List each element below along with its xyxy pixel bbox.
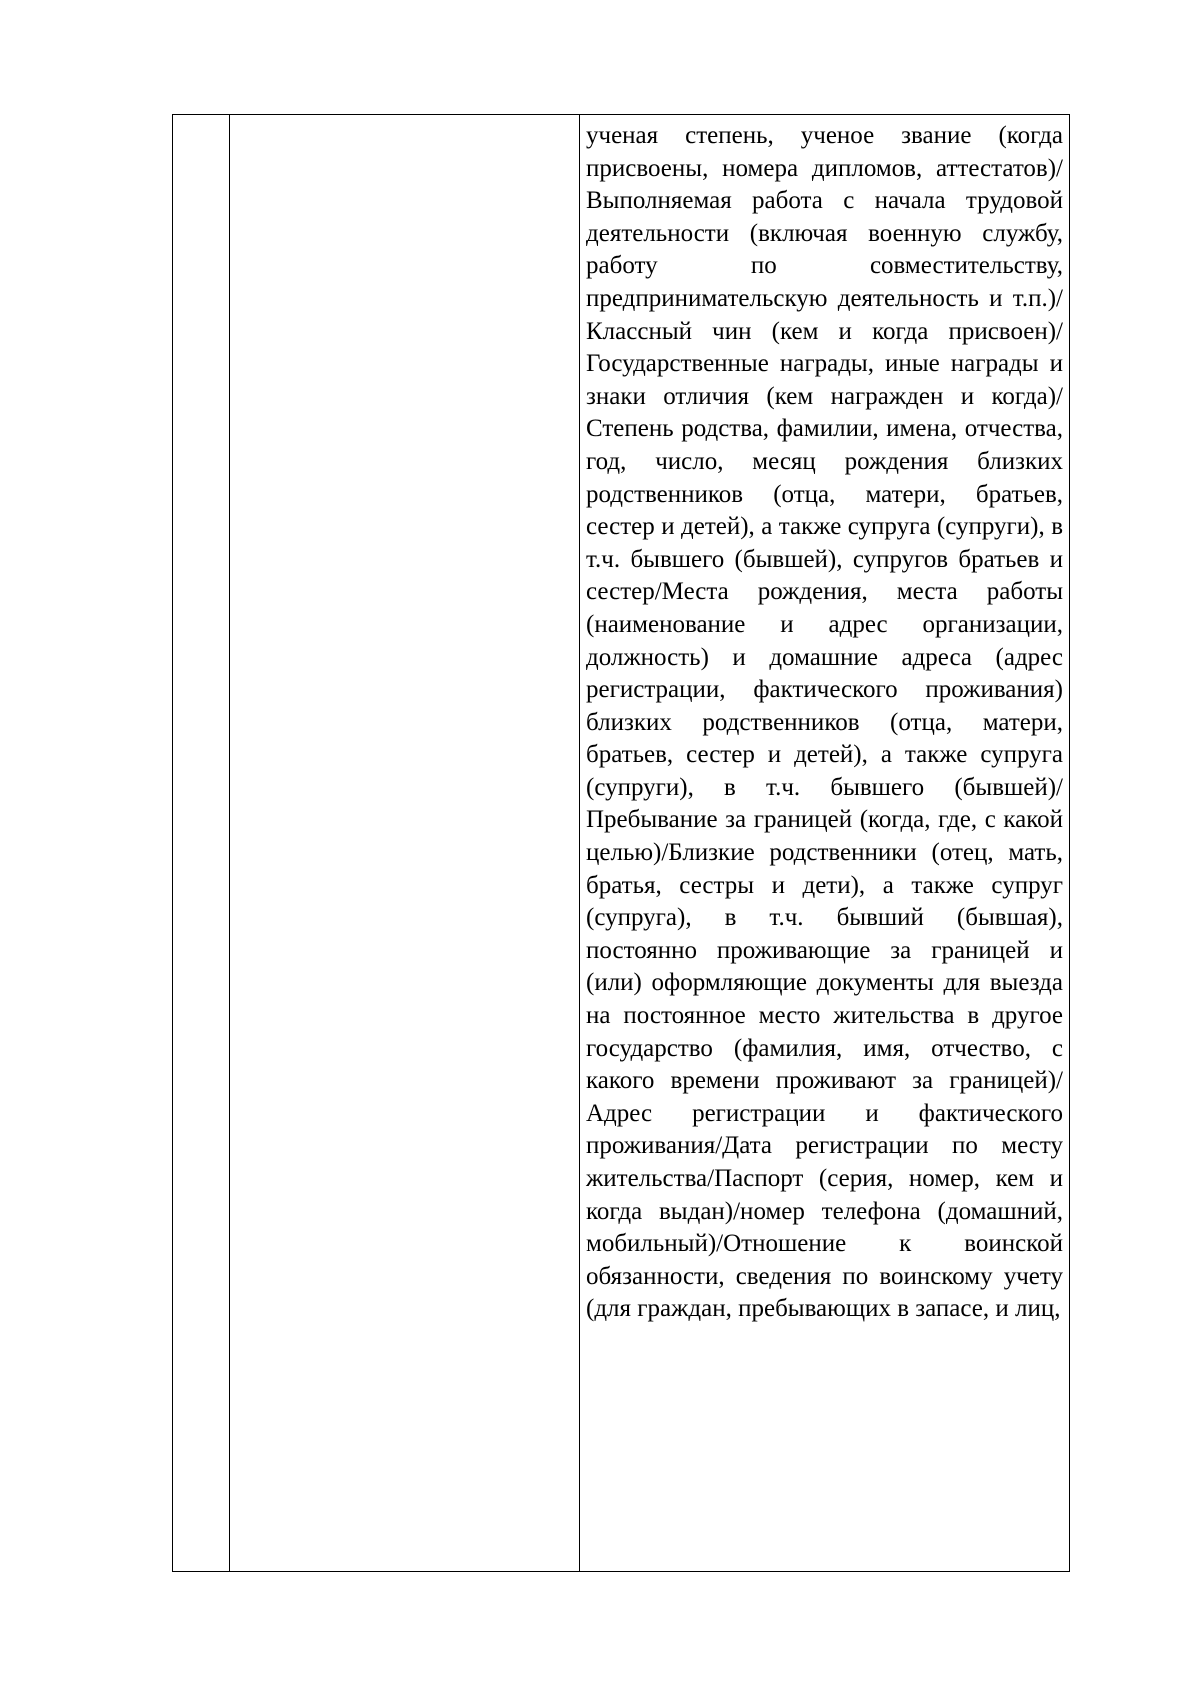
data-table	[172, 114, 1070, 1572]
table-cell-number	[173, 115, 230, 1572]
cell-content-text: ученая степень, ученое звание (когда присвоены, номера дипломов, аттестатов)/Выполняемая работа с начала трудовой деятельности (включая военную службу, работу по совместительству, предпринимательскую деятельность и т.п.)/Классный чин (кем и когда присвоен)/Государственные награды, иные награды и знаки отличия (кем награжден и когда)/Степень родства, фамилии, имена, отчества, год, число, месяц рождения близких родственников (отца, матери, братьев, сестер и детей), а также супруга (супруги), в т.ч. бывшего (бывшей), супругов братьев и сестер/Места рождения, места работы (наименование и адрес организации, должность) и домашние адреса (адрес регистрации, фактического проживания) близких родственников (отца, матери, братьев, сестер и детей), а также супруга (супруги), в т.ч. бывшего (бывшей)/Пребывание за границей (когда, где, с какой целью)/Близкие родственники (отец, мать, братья, сестры и дети), а также супруг (супруга), в т.ч. бывший (бывшая), постоянно проживающие за границей и (или) оформляющие документы для выезда на постоянное место жительства в другое государство (фамилия, имя, отчество, с какого времени проживают за границей)/Адрес регистрации и фактического проживания/Дата регистрации по месту жительства/Паспорт (серия, номер, кем и когда выдан)/номер телефона (домашний, мобильный)/Отношение к воинской обязанности, сведения по воинскому учету (для граждан, пребывающих в запасе, и лиц,	[586, 122, 1063, 1323]
table-cell-name	[230, 115, 580, 1572]
table-cell-content	[580, 115, 1070, 1572]
table-row	[173, 115, 1070, 1572]
cell-name-text	[230, 115, 579, 120]
cell-number-text	[173, 115, 229, 120]
